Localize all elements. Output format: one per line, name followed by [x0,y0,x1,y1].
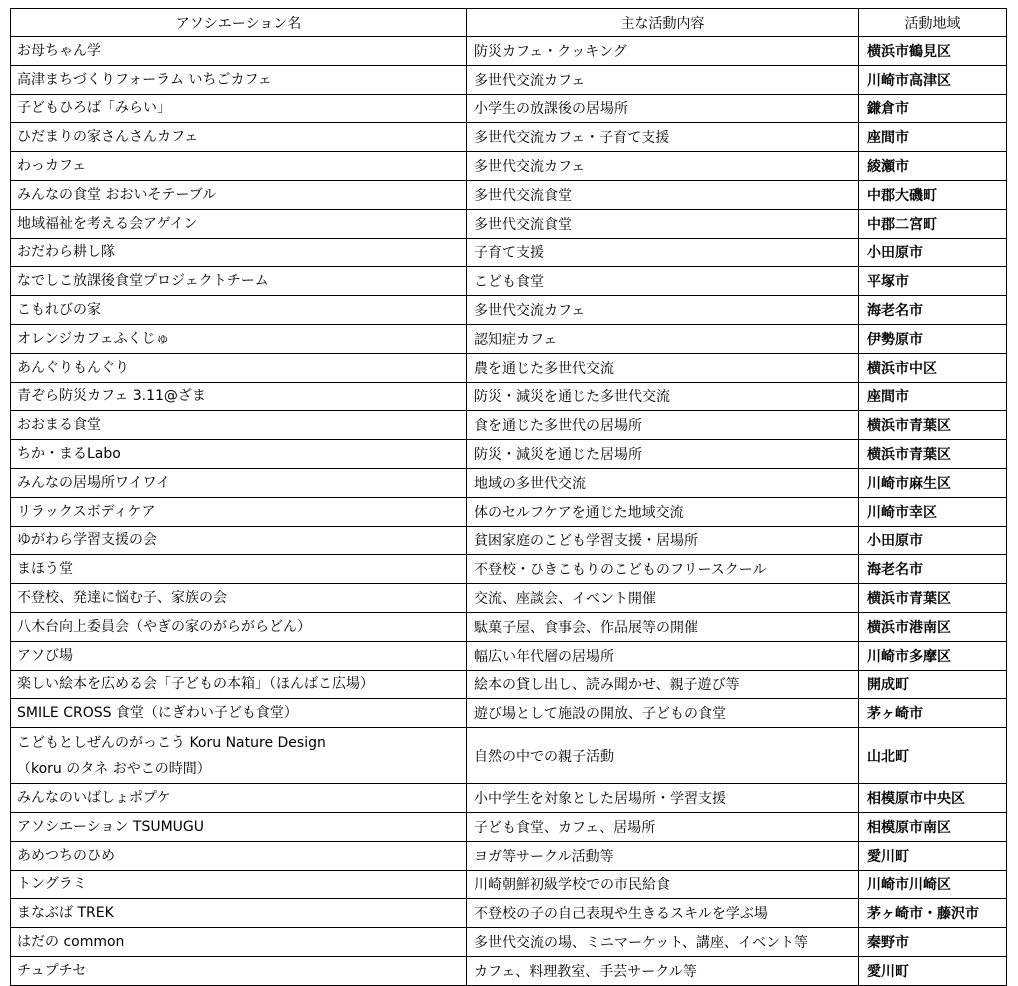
table-row [11,928,1007,957]
area-cell: 海老名市 [859,555,1007,584]
table-row [11,468,1007,497]
table-body [11,37,1007,986]
activity-cell: 不登校の子の自己表現や生きるスキルを学ぶ場 [467,899,859,928]
association-name-cell [11,65,467,94]
area-cell: 川崎市多摩区 [859,641,1007,670]
activity-cell: 子ども食堂、カフェ、居場所 [467,812,859,841]
association-name-cell [11,784,467,813]
table-row [11,497,1007,526]
association-name-cell [11,899,467,928]
association-name: まほう堂 [17,561,73,578]
header-row [11,9,1007,37]
activity-cell: カフェ、料理教室、手芸サークル等 [467,956,859,985]
activity-cell: 自然の中での親子活動 [467,728,859,784]
area-cell: 鎌倉市 [859,94,1007,123]
association-name-cell [11,238,467,267]
association-name-cell [11,584,467,613]
area-cell: 海老名市 [859,296,1007,325]
activity-cell: 貧困家庭のこども学習支援・居場所 [467,526,859,555]
area-cell: 川崎市幸区 [859,497,1007,526]
table-row [11,584,1007,613]
association-name: 地域福祉を考える会アゲイン [17,215,198,232]
association-name-cell [11,812,467,841]
area-cell: 茅ヶ崎市・藤沢市 [859,899,1007,928]
association-name-cell [11,699,467,728]
activity-cell: 多世代交流の場、ミニマーケット、講座、イベント等 [467,928,859,957]
table-row [11,411,1007,440]
table-row [11,382,1007,411]
area-cell: 座間市 [859,382,1007,411]
table-row [11,641,1007,670]
activity-cell: 防災・減災を通じた居場所 [467,440,859,469]
association-name-cell [11,956,467,985]
table-row [11,612,1007,641]
area-cell: 川崎市高津区 [859,65,1007,94]
activity-cell: 遊び場として施設の開放、子どもの食堂 [467,699,859,728]
association-name: 不登校、発達に悩む子、家族の会 [17,590,227,607]
association-name-cell [11,612,467,641]
activity-cell: 小中学生を対象とした居場所・学習支援 [467,784,859,813]
association-name: みんなの食堂 おおいそテーブル [17,186,217,203]
association-name: 子どもひろば「みらい」 [17,100,171,117]
activity-cell: 食を通じた多世代の居場所 [467,411,859,440]
association-name: まなぶば TREK [17,905,114,922]
association-name-cell [11,209,467,238]
area-cell: 綾瀬市 [859,152,1007,181]
association-name: リラックスボディケア [17,503,156,520]
association-name: オレンジカフェふくじゅ [17,330,170,347]
activity-cell: 駄菓子屋、食事会、作品展等の開催 [467,612,859,641]
association-name-cell [11,324,467,353]
association-name-cell [11,841,467,870]
activity-cell: 不登校・ひきこもりのこどものフリースクール [467,555,859,584]
association-name-cell [11,411,467,440]
association-name: SMILE CROSS 食堂（にぎわい子ども食堂） [17,705,298,722]
table-row [11,296,1007,325]
association-name: みんなの居場所ワイワイ [17,474,171,491]
association-name-cell [11,94,467,123]
association-name-cell [11,555,467,584]
activity-cell: 農を通じた多世代交流 [467,353,859,382]
table-row [11,353,1007,382]
activity-cell: 小学生の放課後の居場所 [467,94,859,123]
table-row [11,841,1007,870]
activity-cell: 認知症カフェ [467,324,859,353]
activity-cell: 多世代交流カフェ・子育て支援 [467,123,859,152]
header-area: 活動地域 [859,9,1007,37]
association-name: おだわら耕し隊 [17,244,115,261]
table-row [11,123,1007,152]
association-name: はだの common [17,934,125,950]
table-row [11,870,1007,899]
activity-cell: 地域の多世代交流 [467,468,859,497]
area-cell: 開成町 [859,670,1007,699]
association-name-cell [11,152,467,181]
association-name-cell [11,353,467,382]
association-name: ひだまりの家さんさんカフェ [17,129,199,146]
activity-cell: 多世代交流カフェ [467,65,859,94]
activity-cell: 防災・減災を通じた多世代交流 [467,382,859,411]
association-name-cell [11,267,467,296]
association-name: こどもとしぜんのがっこう Koru Nature Design [17,734,326,751]
association-name: 楽しい絵本を広める会「子どもの本箱」（ほんばこ広場） [17,676,374,693]
area-cell: 横浜市港南区 [859,612,1007,641]
activity-cell: 多世代交流食堂 [467,209,859,238]
table-row [11,209,1007,238]
activity-cell: 多世代交流食堂 [467,180,859,209]
table-row [11,728,1007,784]
association-name: なでしこ放課後食堂プロジェクトチーム [17,273,269,290]
table-row [11,180,1007,209]
association-name-cell [11,670,467,699]
area-cell: 中郡二宮町 [859,209,1007,238]
association-name: アソび場 [17,647,73,664]
association-name-cell [11,728,467,784]
association-name: 青ぞら防災カフェ 3.11@ざま [17,388,206,405]
activity-cell: 絵本の貸し出し、読み聞かせ、親子遊び等 [467,670,859,699]
association-name: あめつちのひめ [17,847,115,864]
area-cell: 川崎市川崎区 [859,870,1007,899]
area-cell: 愛川町 [859,956,1007,985]
area-cell: 横浜市青葉区 [859,411,1007,440]
area-cell: 相模原市中央区 [859,784,1007,813]
table-row [11,526,1007,555]
association-name-cell [11,382,467,411]
activity-cell: 多世代交流カフェ [467,152,859,181]
area-cell: 小田原市 [859,526,1007,555]
association-name: ちか・まるLabo [17,446,121,463]
table-row [11,956,1007,985]
area-cell: 相模原市南区 [859,812,1007,841]
table-row [11,152,1007,181]
area-cell: 川崎市麻生区 [859,468,1007,497]
activity-cell: 体のセルフケアを通じた地域交流 [467,497,859,526]
table-row [11,37,1007,66]
activity-cell: ヨガ等サークル活動等 [467,841,859,870]
table-row [11,440,1007,469]
activity-cell: 幅広い年代層の居場所 [467,641,859,670]
area-cell: 座間市 [859,123,1007,152]
association-name: トングラミ [17,876,87,893]
area-cell: 小田原市 [859,238,1007,267]
association-name: 高津まちづくりフォーラム いちごカフェ [17,71,272,88]
table-row [11,812,1007,841]
table-row [11,784,1007,813]
association-name-cell [11,180,467,209]
association-name: おおまる食堂 [17,417,101,434]
association-name: アソシエーション TSUMUGU [17,818,204,835]
activity-cell: こども食堂 [467,267,859,296]
association-name-cell [11,928,467,957]
activity-cell: 交流、座談会、イベント開催 [467,584,859,613]
area-cell: 中郡大磯町 [859,180,1007,209]
table-row [11,267,1007,296]
area-cell: 伊勢原市 [859,324,1007,353]
table-row [11,65,1007,94]
area-cell: 平塚市 [859,267,1007,296]
association-name-cell [11,123,467,152]
table-row [11,670,1007,699]
area-cell: 山北町 [859,728,1007,784]
activity-cell: 防災カフェ・クッキング [467,37,859,66]
association-name-cell [11,296,467,325]
association-table [10,8,1007,986]
table-row [11,94,1007,123]
area-cell: 横浜市鶴見区 [859,37,1007,66]
association-name: お母ちゃん学 [17,42,101,59]
activity-cell: 川崎朝鮮初級学校での市民給食 [467,870,859,899]
association-name-cell [11,526,467,555]
header-name: アソシエーション名 [11,9,467,37]
area-cell: 愛川町 [859,841,1007,870]
association-name: こもれびの家 [17,302,101,319]
association-name: あんぐりもんぐり [17,359,129,376]
area-cell: 秦野市 [859,928,1007,957]
area-cell: 茅ヶ崎市 [859,699,1007,728]
table-row [11,899,1007,928]
area-cell: 横浜市青葉区 [859,440,1007,469]
association-name-cell [11,468,467,497]
association-name: 八木台向上委員会（やぎの家のがらがらどん） [17,618,311,635]
association-name-cell [11,37,467,66]
association-name-cell [11,440,467,469]
table-row [11,699,1007,728]
table-row [11,324,1007,353]
association-name: みんなのいばしょポプケ [17,790,171,807]
association-name: わっカフェ [17,158,87,175]
association-name-cell [11,641,467,670]
table-row [11,555,1007,584]
header-activity: 主な活動内容 [467,9,859,37]
association-name-cell [11,870,467,899]
association-name: ゆがわら学習支援の会 [17,532,157,549]
area-cell: 横浜市青葉区 [859,584,1007,613]
activity-cell: 子育て支援 [467,238,859,267]
association-name-line2: （koru のタネ おやこの時間） [17,760,211,777]
area-cell: 横浜市中区 [859,353,1007,382]
activity-cell: 多世代交流カフェ [467,296,859,325]
association-name-cell [11,497,467,526]
association-name: チュプチセ [17,962,87,979]
table-row [11,238,1007,267]
